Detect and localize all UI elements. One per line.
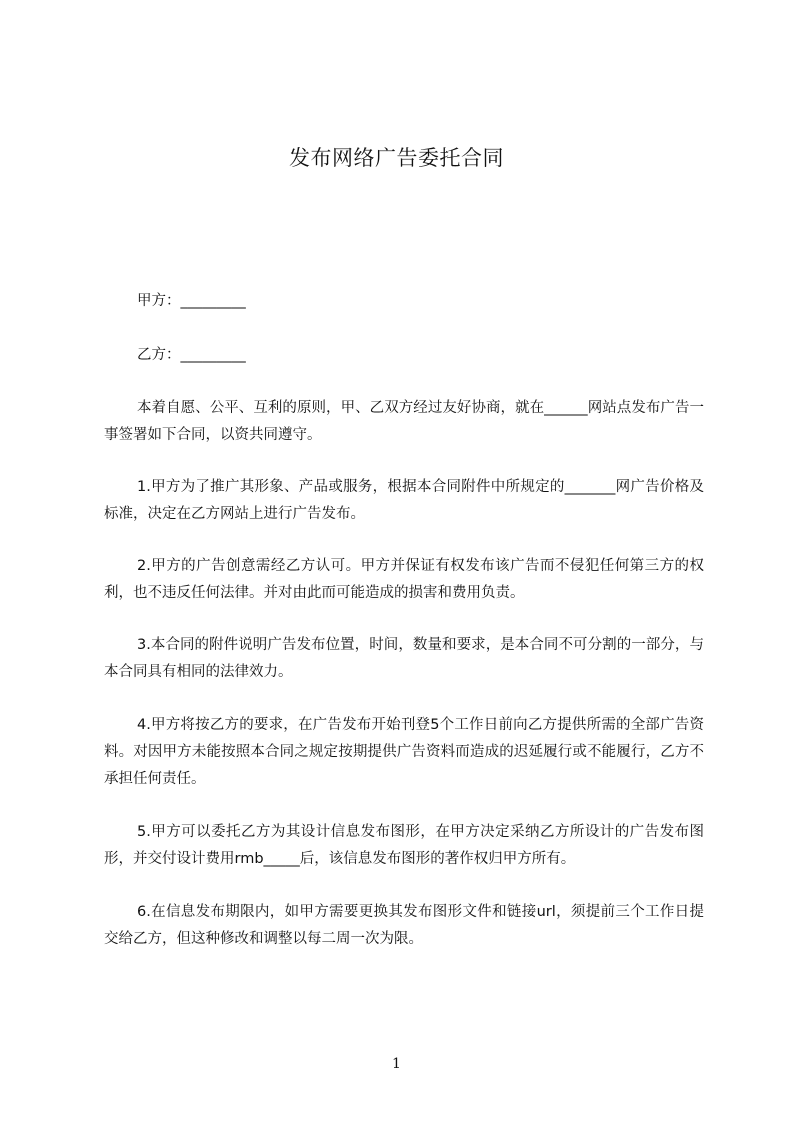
clause-3-paragraph: 3.本合同的附件说明广告发布位置，时间，数量和要求，是本合同不可分割的一部分，与本合同具有相同的法律效力。 [104, 637, 704, 680]
party-b-line: 乙方：_________ [137, 347, 246, 363]
preamble-paragraph: 本着自愿、公平、互利的原则，甲、乙双方经过友好协商，就在______网站点发布广告一事签署如下合同，以资共同遵守。 [104, 400, 704, 443]
party-a-line: 甲方：_________ [137, 293, 246, 309]
page-number: 1 [392, 1056, 401, 1072]
clause-4-paragraph: 4.甲方将按乙方的要求，在广告发布开始刊登5个工作日前向乙方提供所需的全部广告资料。对因甲方未能按照本合同之规定按期提供广告资料而造成的迟延履行或不能履行，乙方不承担任何责任。 [104, 717, 704, 787]
clause-6-paragraph: 6.在信息发布期限内，如甲方需要更换其发布图形文件和链接url，须提前三个工作日提交给乙方，但这种修改和调整以每二周一次为限。 [104, 904, 704, 947]
document-title: 发布网络广告委托合同 [289, 146, 504, 170]
clause-2-paragraph: 2.甲方的广告创意需经乙方认可。甲方并保证有权发布该广告而不侵犯任何第三方的权利，也不违反任何法律。并对由此而可能造成的损害和费用负责。 [104, 558, 704, 601]
clause-5-paragraph: 5.甲方可以委托乙方为其设计信息发布图形，在甲方决定采纳乙方所设计的广告发布图形，并交付设计费用rmb_____后，该信息发布图形的著作权归甲方所有。 [104, 824, 704, 867]
clause-1-paragraph: 1.甲方为了推广其形象、产品或服务，根据本合同附件中所规定的_______网广告价格及标准，决定在乙方网站上进行广告发布。 [104, 479, 704, 522]
